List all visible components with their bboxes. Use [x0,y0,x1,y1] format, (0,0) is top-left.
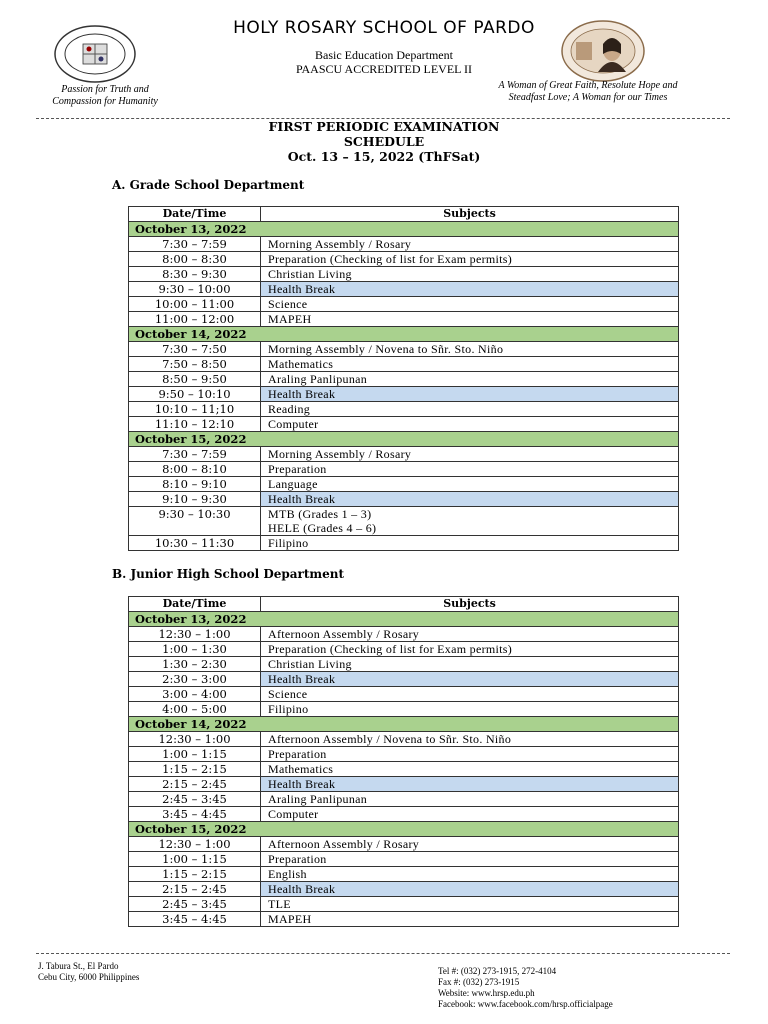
subject-name: HELE (Grades 4 – 6) [268,521,377,535]
subject-cell [261,642,679,657]
school-motto [30,84,180,108]
subject-cell [261,747,679,762]
date-label: October 15, 2022 [129,822,679,837]
schedule-row [129,867,679,882]
subject-name: Morning Assembly / Novena to Sñr. Sto. Niño [268,342,504,356]
time-slot: 2:15 – 2:45 [129,777,261,792]
schedule-row [129,267,679,282]
time-slot: 1:15 – 2:15 [129,867,261,882]
subject-cell [261,372,679,387]
subject-cell [261,297,679,312]
column-header-subjects: Subjects [261,597,679,612]
exam-title [0,119,768,164]
schedule-row [129,342,679,357]
health-break-row [129,672,679,687]
subject-name: Health Break [268,672,336,686]
subject-cell [261,897,679,912]
subject-cell [261,867,679,882]
exam-subtitle: SCHEDULE [343,134,425,149]
time-slot: 7:30 – 7:50 [129,342,261,357]
date-label: October 13, 2022 [129,612,679,627]
subject-cell [261,792,679,807]
time-slot: 1:00 – 1:15 [129,747,261,762]
subject-name: Health Break [268,882,336,896]
column-header-time: Date/Time [129,207,261,222]
subject-name: Preparation (Checking of list for Exam permits) [268,252,513,266]
tagline-line: Steadfast Love; A Woman for our Times [508,92,668,103]
subject-name: Araling Panlipunan [268,372,368,386]
subject-cell [261,267,679,282]
subject-name: Health Break [268,282,336,296]
subject-cell [261,732,679,747]
time-slot: 8:00 – 8:10 [129,462,261,477]
schedule-row [129,762,679,777]
subject-name: Language [268,477,318,491]
subject-name: Mathematics [268,357,334,371]
time-slot: 10:10 – 11;10 [129,402,261,417]
schedule-row [129,402,679,417]
schedule-row [129,732,679,747]
time-slot: 11:10 – 12:10 [129,417,261,432]
subject-name: Afternoon Assembly / Novena to Sñr. Sto. Niño [268,732,512,746]
subject-name: Christian Living [268,657,352,671]
schedule-row [129,912,679,927]
subject-name: Afternoon Assembly / Rosary [268,837,420,851]
schedule-row [129,462,679,477]
subject-cell [261,492,679,507]
time-slot: 3:45 – 4:45 [129,807,261,822]
exam-title-line: FIRST PERIODIC EXAMINATION [268,119,500,134]
schedule-row [129,702,679,717]
date-row [129,717,679,732]
health-break-row [129,492,679,507]
contact-line: Tel #: (032) 273-1915, 272-4104 [438,966,557,976]
subject-name: Science [268,297,308,311]
subject-name: English [268,867,307,881]
schedule-row [129,852,679,867]
subject-cell [261,536,679,551]
subject-cell [261,657,679,672]
subject-cell [261,402,679,417]
subject-cell [261,342,679,357]
subject-name: Health Break [268,492,336,506]
footer-divider [36,953,730,954]
subject-cell [261,687,679,702]
time-slot: 3:00 – 4:00 [129,687,261,702]
time-slot: 2:45 – 3:45 [129,792,261,807]
subject-name: Preparation [268,852,327,866]
contact-info [438,966,613,1010]
schedule-row [129,627,679,642]
date-row [129,612,679,627]
subject-cell [261,807,679,822]
time-slot: 10:00 – 11:00 [129,297,261,312]
subject-name: Filipino [268,702,309,716]
time-slot: 9:50 – 10:10 [129,387,261,402]
health-break-row [129,387,679,402]
schedule-row [129,657,679,672]
time-slot: 12:30 – 1:00 [129,627,261,642]
subject-cell [261,282,679,297]
time-slot: 7:50 – 8:50 [129,357,261,372]
subject-name: Preparation [268,462,327,476]
junior-high-schedule-table [128,596,679,927]
subject-cell [261,447,679,462]
date-row [129,222,679,237]
column-header-time: Date/Time [129,597,261,612]
subject-name: Computer [268,417,319,431]
date-label: October 14, 2022 [129,717,679,732]
health-break-row [129,282,679,297]
time-slot: 8:30 – 9:30 [129,267,261,282]
time-slot: 9:30 – 10:30 [129,507,261,536]
schedule-row [129,252,679,267]
time-slot: 1:00 – 1:15 [129,852,261,867]
time-slot: 2:45 – 3:45 [129,897,261,912]
schedule-row [129,312,679,327]
school-name: HOLY ROSARY SCHOOL OF PARDO [233,18,535,38]
schedule-row [129,897,679,912]
subject-name: Health Break [268,387,336,401]
time-slot: 8:50 – 9:50 [129,372,261,387]
subject-name: Reading [268,402,311,416]
subject-name: Computer [268,807,319,821]
subject-name: Afternoon Assembly / Rosary [268,627,420,641]
time-slot: 8:00 – 8:30 [129,252,261,267]
school-address [38,961,139,983]
time-slot: 9:10 – 9:30 [129,492,261,507]
subject-cell [261,837,679,852]
subject-name: Morning Assembly / Rosary [268,237,412,251]
address-line: J. Tabura St., El Pardo [38,961,119,971]
subject-cell [261,507,679,536]
section-heading-junior-high: B. Junior High School Department [112,567,344,581]
schedule-row [129,237,679,252]
time-slot: 11:00 – 12:00 [129,312,261,327]
column-header-subjects: Subjects [261,207,679,222]
subject-name: Morning Assembly / Rosary [268,447,412,461]
motto-line: Compassion for Humanity [52,96,158,107]
schedule-row [129,536,679,551]
time-slot: 2:30 – 3:00 [129,672,261,687]
time-slot: 9:30 – 10:00 [129,282,261,297]
subject-name: MTB (Grades 1 – 3) [268,507,372,521]
date-label: October 13, 2022 [129,222,679,237]
schedule-row [129,477,679,492]
founder-tagline [478,80,698,104]
subject-cell [261,387,679,402]
tagline-line: A Woman of Great Faith, Resolute Hope and [498,80,678,91]
subject-cell [261,702,679,717]
time-slot: 1:15 – 2:15 [129,762,261,777]
time-slot: 2:15 – 2:45 [129,882,261,897]
subject-cell [261,672,679,687]
date-label: October 15, 2022 [129,432,679,447]
contact-line: Facebook: www.facebook.com/hrsp.officialpage [438,999,613,1009]
subject-cell [261,462,679,477]
motto-line: Passion for Truth and [61,84,149,95]
subject-name: Mathematics [268,762,334,776]
exam-dates: Oct. 13 – 15, 2022 (ThFSat) [287,149,481,164]
contact-line: Website: www.hrsp.edu.ph [438,988,535,998]
table-header-row [129,207,679,222]
schedule-row [129,807,679,822]
subject-cell [261,777,679,792]
accreditation-level: PAASCU ACCREDITED LEVEL II [295,62,473,76]
schedule-row [129,837,679,852]
schedule-row [129,687,679,702]
subject-cell [261,912,679,927]
time-slot: 12:30 – 1:00 [129,732,261,747]
health-break-row [129,882,679,897]
time-slot: 7:30 – 7:59 [129,447,261,462]
subject-cell [261,627,679,642]
grade-school-schedule-table [128,206,679,551]
schedule-row [129,507,679,536]
schedule-row [129,642,679,657]
health-break-row [129,777,679,792]
schedule-row [129,747,679,762]
subject-cell [261,852,679,867]
subject-name: MAPEH [268,912,312,926]
subject-name: MAPEH [268,312,312,326]
time-slot: 10:30 – 11:30 [129,536,261,551]
time-slot: 4:00 – 5:00 [129,702,261,717]
subject-cell [261,357,679,372]
date-row [129,822,679,837]
schedule-row [129,297,679,312]
time-slot: 3:45 – 4:45 [129,912,261,927]
subject-name: TLE [268,897,291,911]
schedule-row [129,417,679,432]
schedule-row [129,792,679,807]
date-row [129,327,679,342]
date-row [129,432,679,447]
table-header-row [129,597,679,612]
subject-name: Araling Panlipunan [268,792,368,806]
section-heading-grade-school: A. Grade School Department [112,178,305,192]
time-slot: 12:30 – 1:00 [129,837,261,852]
department-name: Basic Education Department [315,48,453,62]
date-label: October 14, 2022 [129,327,679,342]
subject-name: Preparation [268,747,327,761]
time-slot: 1:30 – 2:30 [129,657,261,672]
time-slot: 8:10 – 9:10 [129,477,261,492]
subject-cell [261,417,679,432]
subject-name: Filipino [268,536,309,550]
subject-name: Science [268,687,308,701]
schedule-row [129,372,679,387]
subject-cell [261,312,679,327]
subject-name: Christian Living [268,267,352,281]
subject-cell [261,252,679,267]
schedule-row [129,447,679,462]
time-slot: 7:30 – 7:59 [129,237,261,252]
subject-cell [261,477,679,492]
subject-name: Preparation (Checking of list for Exam permits) [268,642,513,656]
contact-line: Fax #: (032) 273-1915 [438,977,520,987]
subject-cell [261,237,679,252]
subject-cell [261,882,679,897]
subject-cell [261,762,679,777]
time-slot: 1:00 – 1:30 [129,642,261,657]
schedule-row [129,357,679,372]
address-line: Cebu City, 6000 Philippines [38,972,140,982]
subject-name: Health Break [268,777,336,791]
